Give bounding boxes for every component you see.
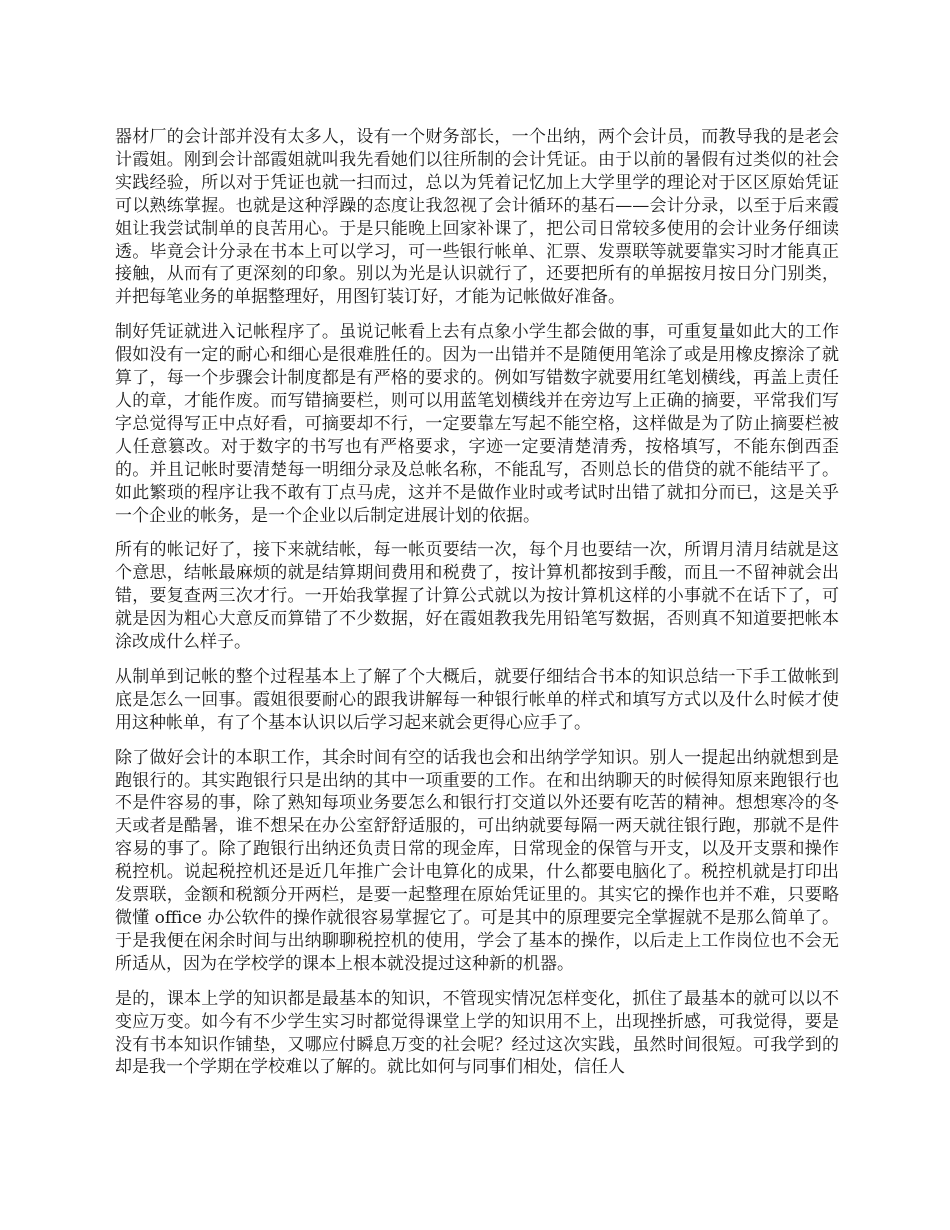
paragraph-2: 制好凭证就进入记帐程序了。虽说记帐看上去有点象小学生都会做的事，可重复量如此大的工作假如没有一定的耐心和细心是很难胜任的。因为一出错并不是随便用笔涂了或是用橡皮擦涂了就算了，每一个步骤会计制度都是有严格的要求的。例如写错数字就要用红笔划横线，再盖上责任人的章，才能作废。而写错摘要栏，则可以用蓝笔划横线并在旁边写上正确的摘要，平常我们写字总觉得写正中点好看，可摘要却不行，一定要靠左写起不能空格，这样做是为了防止摘要栏被人任意篡改。对于数字的书写也有严格要求，字迹一定要清楚清秀，按格填写，不能东倒西歪的。并且记帐时要清楚每一明细分录及总帐名称，不能乱写，否则总长的借贷的就不能结平了。如此繁琐的程序让我不敢有丁点马虎，这并不是做作业时或考试时出错了就扣分而已，这是关乎一个企业的帐务，是一个企业以后制定进展计划的依据。: [115, 322, 839, 526]
paragraph-6: 是的，课本上学的知识都是最基本的知识，不管现实情况怎样变化，抓住了最基本的就可以以不变应万变。如今有不少学生实习时都觉得课堂上学的知识用不上，出现挫折感，可我觉得，要是没有书本知识作铺垫，又哪应付瞬息万变的社会呢？经过这次实践，虽然时间很短。可我学到的却是我一个学期在学校难以了解的。就比如何与同事们相处，信任人: [115, 988, 839, 1078]
paragraph-1: 器材厂的会计部并没有太多人，设有一个财务部长，一个出纳，两个会计员，而教导我的是老会计霞姐。刚到会计部霞姐就叫我先看她们以往所制的会计凭证。由于以前的暑假有过类似的社会实践经验，所以对于凭证也就一扫而过，总以为凭着记忆加上大学里学的理论对于区区原始凭证可以熟练掌握。也就是这种浮躁的态度让我忽视了会计循环的基石——会计分录，以至于后来霞姐让我尝试制单的良苦用心。于是只能晚上回家补课了，把公司日常较多使用的会计业务仔细读透。毕竟会计分录在书本上可以学习，可一些银行帐单、汇票、发票联等就要靠实习时才能真正接触，从而有了更深刻的印象。别以为光是认识就行了，还要把所有的单据按月按日分门别类，并把每笔业务的单据整理好，用图钉装订好，才能为记帐做好准备。: [115, 127, 839, 308]
paragraph-3: 所有的帐记好了，接下来就结帐，每一帐页要结一次，每个月也要结一次，所谓月清月结就是这个意思，结帐最麻烦的就是结算期间费用和税费了，按计算机都按到手酸，而且一不留神就会出错，要复查两三次才行。一开始我掌握了计算公式就以为按计算机这样的小事就不在话下了，可就是因为粗心大意反而算错了不少数据，好在霞姐教我先用铅笔写数据，否则真不知道要把帐本涂改成什么样子。: [115, 540, 839, 653]
document-body: [115, 126, 839, 1091]
paragraph-5: 除了做好会计的本职工作，其余时间有空的话我也会和出纳学学知识。别人一提起出纳就想到是跑银行的。其实跑银行只是出纳的其中一项重要的工作。在和出纳聊天的时候得知原来跑银行也不是件容易的事，除了熟知每项业务要怎么和银行打交道以外还要有吃苦的精神。想想寒冷的冬天或者是酷暑，谁不想呆在办公室舒舒适服的，可出纳就要每隔一两天就往银行跑，那就不是件容易的事了。除了跑银行出纳还负责日常的现金库，日常现金的保管与开支，以及开支票和操作税控机。说起税控机还是近几年推广会计电算化的成果，什么都要电脑化了。税控机就是打印出发票联，金额和税额分开两栏，是要一起整理在原始凭证里的。其实它的操作也并不难，只要略微懂 office 办公软件的操作就很容易掌握它了。可是其中的原理要完全掌握就不是那么简单了。于是我便在闲余时间与出纳聊聊税控机的使用，学会了基本的操作，以后走上工作岗位也不会无所适从，因为在学校学的课本上根本就没提过这种新的机器。: [115, 747, 839, 974]
paragraph-4: 从制单到记帐的整个过程基本上了解了个大概后，就要仔细结合书本的知识总结一下手工做帐到底是怎么一回事。霞姐很要耐心的跟我讲解每一种银行帐单的样式和填写方式以及什么时候才使用这种帐单，有了个基本认识以后学习起来就会更得心应手了。: [115, 666, 839, 733]
